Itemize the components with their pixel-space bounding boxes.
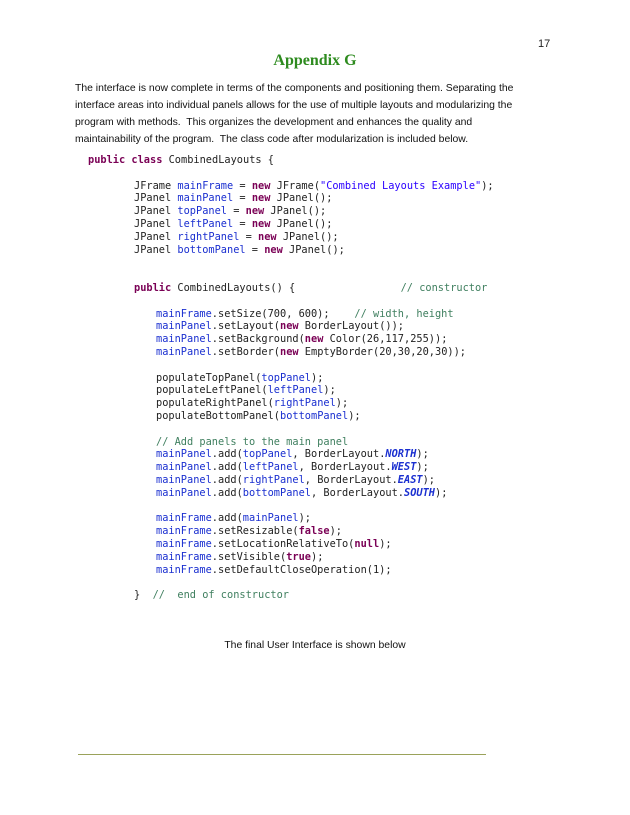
code-line-frame bbox=[156, 551, 548, 564]
code-text: ); bbox=[348, 409, 361, 422]
code-op: = bbox=[233, 192, 252, 205]
code-line-field bbox=[134, 205, 548, 218]
code-text: .setBackground( bbox=[211, 333, 305, 346]
code-field: mainPanel bbox=[156, 461, 212, 474]
code-line-frame bbox=[156, 538, 548, 551]
code-type: JPanel bbox=[134, 243, 172, 256]
code-field: mainFrame bbox=[156, 307, 212, 320]
code-field: mainFrame bbox=[156, 525, 212, 538]
code-line-populate bbox=[156, 410, 548, 423]
code-text: ); bbox=[422, 473, 436, 486]
code-field: mainFrame bbox=[156, 563, 212, 576]
code-field: mainPanel bbox=[156, 345, 212, 358]
code-op: = bbox=[245, 243, 265, 256]
code-text: , BorderLayout. bbox=[311, 486, 404, 499]
code-keyword: new bbox=[280, 320, 299, 333]
code-line-setup bbox=[156, 308, 548, 321]
code-text: EmptyBorder(20,30,20,30)); bbox=[298, 345, 466, 358]
code-type: JPanel bbox=[134, 192, 172, 205]
code-type: JPanel bbox=[134, 217, 172, 230]
code-type: JPanel bbox=[134, 205, 172, 218]
code-field: mainFrame bbox=[156, 537, 212, 550]
code-field: mainPanel bbox=[242, 512, 299, 525]
code-line-field bbox=[134, 180, 548, 193]
code-keyword: false bbox=[298, 525, 330, 538]
code-text: ); bbox=[313, 205, 327, 218]
code-comment: // constructor bbox=[400, 281, 488, 294]
code-keyword: new bbox=[251, 217, 271, 230]
code-text: .setResizable( bbox=[211, 525, 299, 538]
code-keyword: new bbox=[258, 230, 277, 243]
code-op: = bbox=[227, 205, 246, 218]
code-text: .setLayout( bbox=[211, 320, 280, 333]
code-text: .setDefaultCloseOperation(1); bbox=[211, 563, 392, 576]
code-text: ); bbox=[332, 243, 345, 256]
code-text: , BorderLayout. bbox=[292, 448, 386, 461]
code-text: ); bbox=[326, 230, 339, 243]
code-line-comment bbox=[156, 436, 548, 449]
code-field: rightPanel bbox=[242, 473, 305, 486]
code-text: , BorderLayout. bbox=[304, 473, 398, 486]
code-field: mainPanel bbox=[156, 320, 212, 333]
code-blank-line bbox=[134, 256, 548, 269]
page-number: 17 bbox=[538, 38, 551, 50]
code-field: bottomPanel bbox=[177, 243, 246, 256]
code-text: .setLocationRelativeTo( bbox=[211, 537, 355, 550]
code-field: bottomPanel bbox=[280, 409, 349, 422]
code-field: topPanel bbox=[261, 371, 311, 384]
code-line-setup bbox=[156, 320, 548, 333]
code-text: ); bbox=[298, 512, 311, 525]
code-text: JPanel( bbox=[270, 192, 321, 205]
code-field: rightPanel bbox=[177, 230, 240, 243]
code-line-add bbox=[156, 474, 548, 487]
code-type: JFrame bbox=[134, 179, 172, 192]
code-text: ); bbox=[416, 448, 429, 461]
code-keyword: new bbox=[251, 179, 271, 192]
code-text: populateRightPanel( bbox=[156, 397, 274, 410]
code-text: ); bbox=[311, 371, 324, 384]
code-text: BorderLayout()); bbox=[298, 320, 404, 333]
code-text: ); bbox=[320, 192, 333, 205]
code-text: , BorderLayout. bbox=[298, 461, 392, 474]
code-line-add bbox=[156, 487, 548, 500]
code-text: .add( bbox=[211, 512, 243, 525]
code-blank-line bbox=[134, 295, 548, 308]
code-op: = bbox=[233, 179, 252, 192]
code-spacer bbox=[295, 282, 400, 294]
code-text: } bbox=[134, 589, 141, 602]
code-line-add bbox=[156, 448, 548, 461]
code-text: populateLeftPanel( bbox=[156, 384, 268, 397]
code-text: .add( bbox=[211, 448, 243, 461]
intro-line: interface areas into individual panels allows for the use of multiple layouts and modularizing the bbox=[75, 100, 513, 111]
code-text: ); bbox=[379, 537, 392, 550]
code-string: "Combined Layouts Example" bbox=[320, 179, 482, 192]
page-title: Appendix G bbox=[273, 52, 357, 69]
code-keyword: new bbox=[304, 333, 324, 346]
code-keyword: new bbox=[245, 205, 265, 218]
code-line-frame bbox=[156, 525, 548, 538]
code-text: ); bbox=[416, 461, 429, 474]
figure-caption: The final User Interface is shown below bbox=[224, 640, 406, 651]
code-text: ); bbox=[481, 179, 494, 192]
code-text: .setSize(700, 600); bbox=[211, 307, 330, 320]
code-comment: // width, height bbox=[329, 307, 454, 320]
code-keyword: true bbox=[286, 550, 312, 563]
code-field: bottomPanel bbox=[242, 486, 311, 499]
code-line-frame bbox=[156, 512, 548, 525]
code-line-populate bbox=[156, 384, 548, 397]
intro-line: The interface is now complete in terms of the components and positioning them. Separating the bbox=[75, 83, 514, 94]
code-text: JFrame( bbox=[270, 179, 321, 192]
code-text: ); bbox=[311, 550, 324, 563]
code-text: .setBorder( bbox=[211, 345, 280, 358]
code-text: CombinedLayouts() { bbox=[171, 281, 296, 294]
code-field: topPanel bbox=[177, 205, 228, 218]
footer-divider bbox=[78, 754, 486, 755]
code-field: mainPanel bbox=[177, 192, 234, 205]
code-keyword: null bbox=[354, 537, 380, 550]
code-keyword: public bbox=[134, 281, 172, 294]
code-text: .setVisible( bbox=[211, 550, 287, 563]
code-blank-line bbox=[134, 269, 548, 282]
code-text: .add( bbox=[211, 486, 243, 499]
code-line-add bbox=[156, 461, 548, 474]
code-text: .add( bbox=[211, 473, 243, 486]
code-line-close bbox=[134, 589, 548, 602]
code-keyword: public class bbox=[88, 154, 163, 166]
code-text: .add( bbox=[211, 461, 243, 474]
code-text: JPanel( bbox=[282, 243, 333, 256]
code-line-class-decl bbox=[88, 154, 548, 167]
code-op: = bbox=[239, 230, 259, 243]
code-line-field bbox=[134, 231, 548, 244]
intro-line: maintainability of the program. The class code after modularization is included below. bbox=[75, 134, 469, 145]
code-line-setup bbox=[156, 346, 548, 359]
code-fields bbox=[88, 180, 548, 602]
code-field: rightPanel bbox=[273, 397, 336, 410]
code-field: mainPanel bbox=[156, 486, 212, 499]
code-text: ); bbox=[323, 384, 336, 397]
code-comment: // end of constructor bbox=[140, 589, 289, 602]
code-text: ); bbox=[320, 217, 333, 230]
code-text: ); bbox=[329, 525, 342, 538]
code-field: mainPanel bbox=[156, 473, 212, 486]
code-constant: NORTH bbox=[385, 448, 417, 461]
code-field: mainFrame bbox=[156, 550, 212, 563]
code-field: leftPanel bbox=[267, 384, 324, 397]
code-text: ); bbox=[435, 486, 448, 499]
code-field: mainPanel bbox=[156, 333, 212, 346]
code-op: = bbox=[233, 217, 252, 230]
code-line-field bbox=[134, 218, 548, 231]
intro-paragraph bbox=[75, 80, 545, 148]
code-field: mainFrame bbox=[177, 179, 234, 192]
code-field: mainPanel bbox=[156, 448, 212, 461]
code-text: CombinedLayouts { bbox=[162, 154, 274, 166]
code-blank-line bbox=[156, 359, 548, 372]
code-line-constructor bbox=[134, 282, 548, 295]
code-keyword: new bbox=[264, 243, 283, 256]
code-field: topPanel bbox=[242, 448, 293, 461]
code-keyword: new bbox=[280, 345, 299, 358]
code-type: JPanel bbox=[134, 230, 172, 243]
code-keyword: new bbox=[251, 192, 271, 205]
code-blank-line bbox=[88, 167, 548, 180]
code-text: JPanel( bbox=[276, 230, 327, 243]
code-text: Color(26,117,255)); bbox=[323, 333, 448, 346]
code-listing bbox=[88, 154, 548, 602]
code-line-field bbox=[134, 244, 548, 257]
code-text: JPanel( bbox=[270, 217, 321, 230]
code-constant: EAST bbox=[397, 473, 423, 486]
code-line-populate bbox=[156, 372, 548, 385]
code-text: JPanel( bbox=[264, 205, 314, 218]
code-field: leftPanel bbox=[242, 461, 299, 474]
code-text: ); bbox=[335, 397, 349, 410]
code-field: mainFrame bbox=[156, 512, 212, 525]
code-comment: // Add panels to the main panel bbox=[156, 435, 349, 448]
code-constant: WEST bbox=[391, 461, 417, 474]
code-blank-line bbox=[156, 576, 548, 589]
intro-line: program with methods. This organizes the development and enhances the quality and bbox=[75, 117, 473, 128]
code-blank-line bbox=[156, 500, 548, 513]
code-line-populate bbox=[156, 397, 548, 410]
code-line-field bbox=[134, 192, 548, 205]
code-blank-line bbox=[156, 423, 548, 436]
code-field: leftPanel bbox=[177, 217, 234, 230]
code-line-frame bbox=[156, 564, 548, 577]
code-text: populateTopPanel( bbox=[156, 371, 262, 384]
code-constructor-body bbox=[134, 308, 548, 590]
code-line-setup bbox=[156, 333, 548, 346]
code-constant: SOUTH bbox=[404, 486, 435, 499]
code-text: populateBottomPanel( bbox=[156, 409, 280, 422]
